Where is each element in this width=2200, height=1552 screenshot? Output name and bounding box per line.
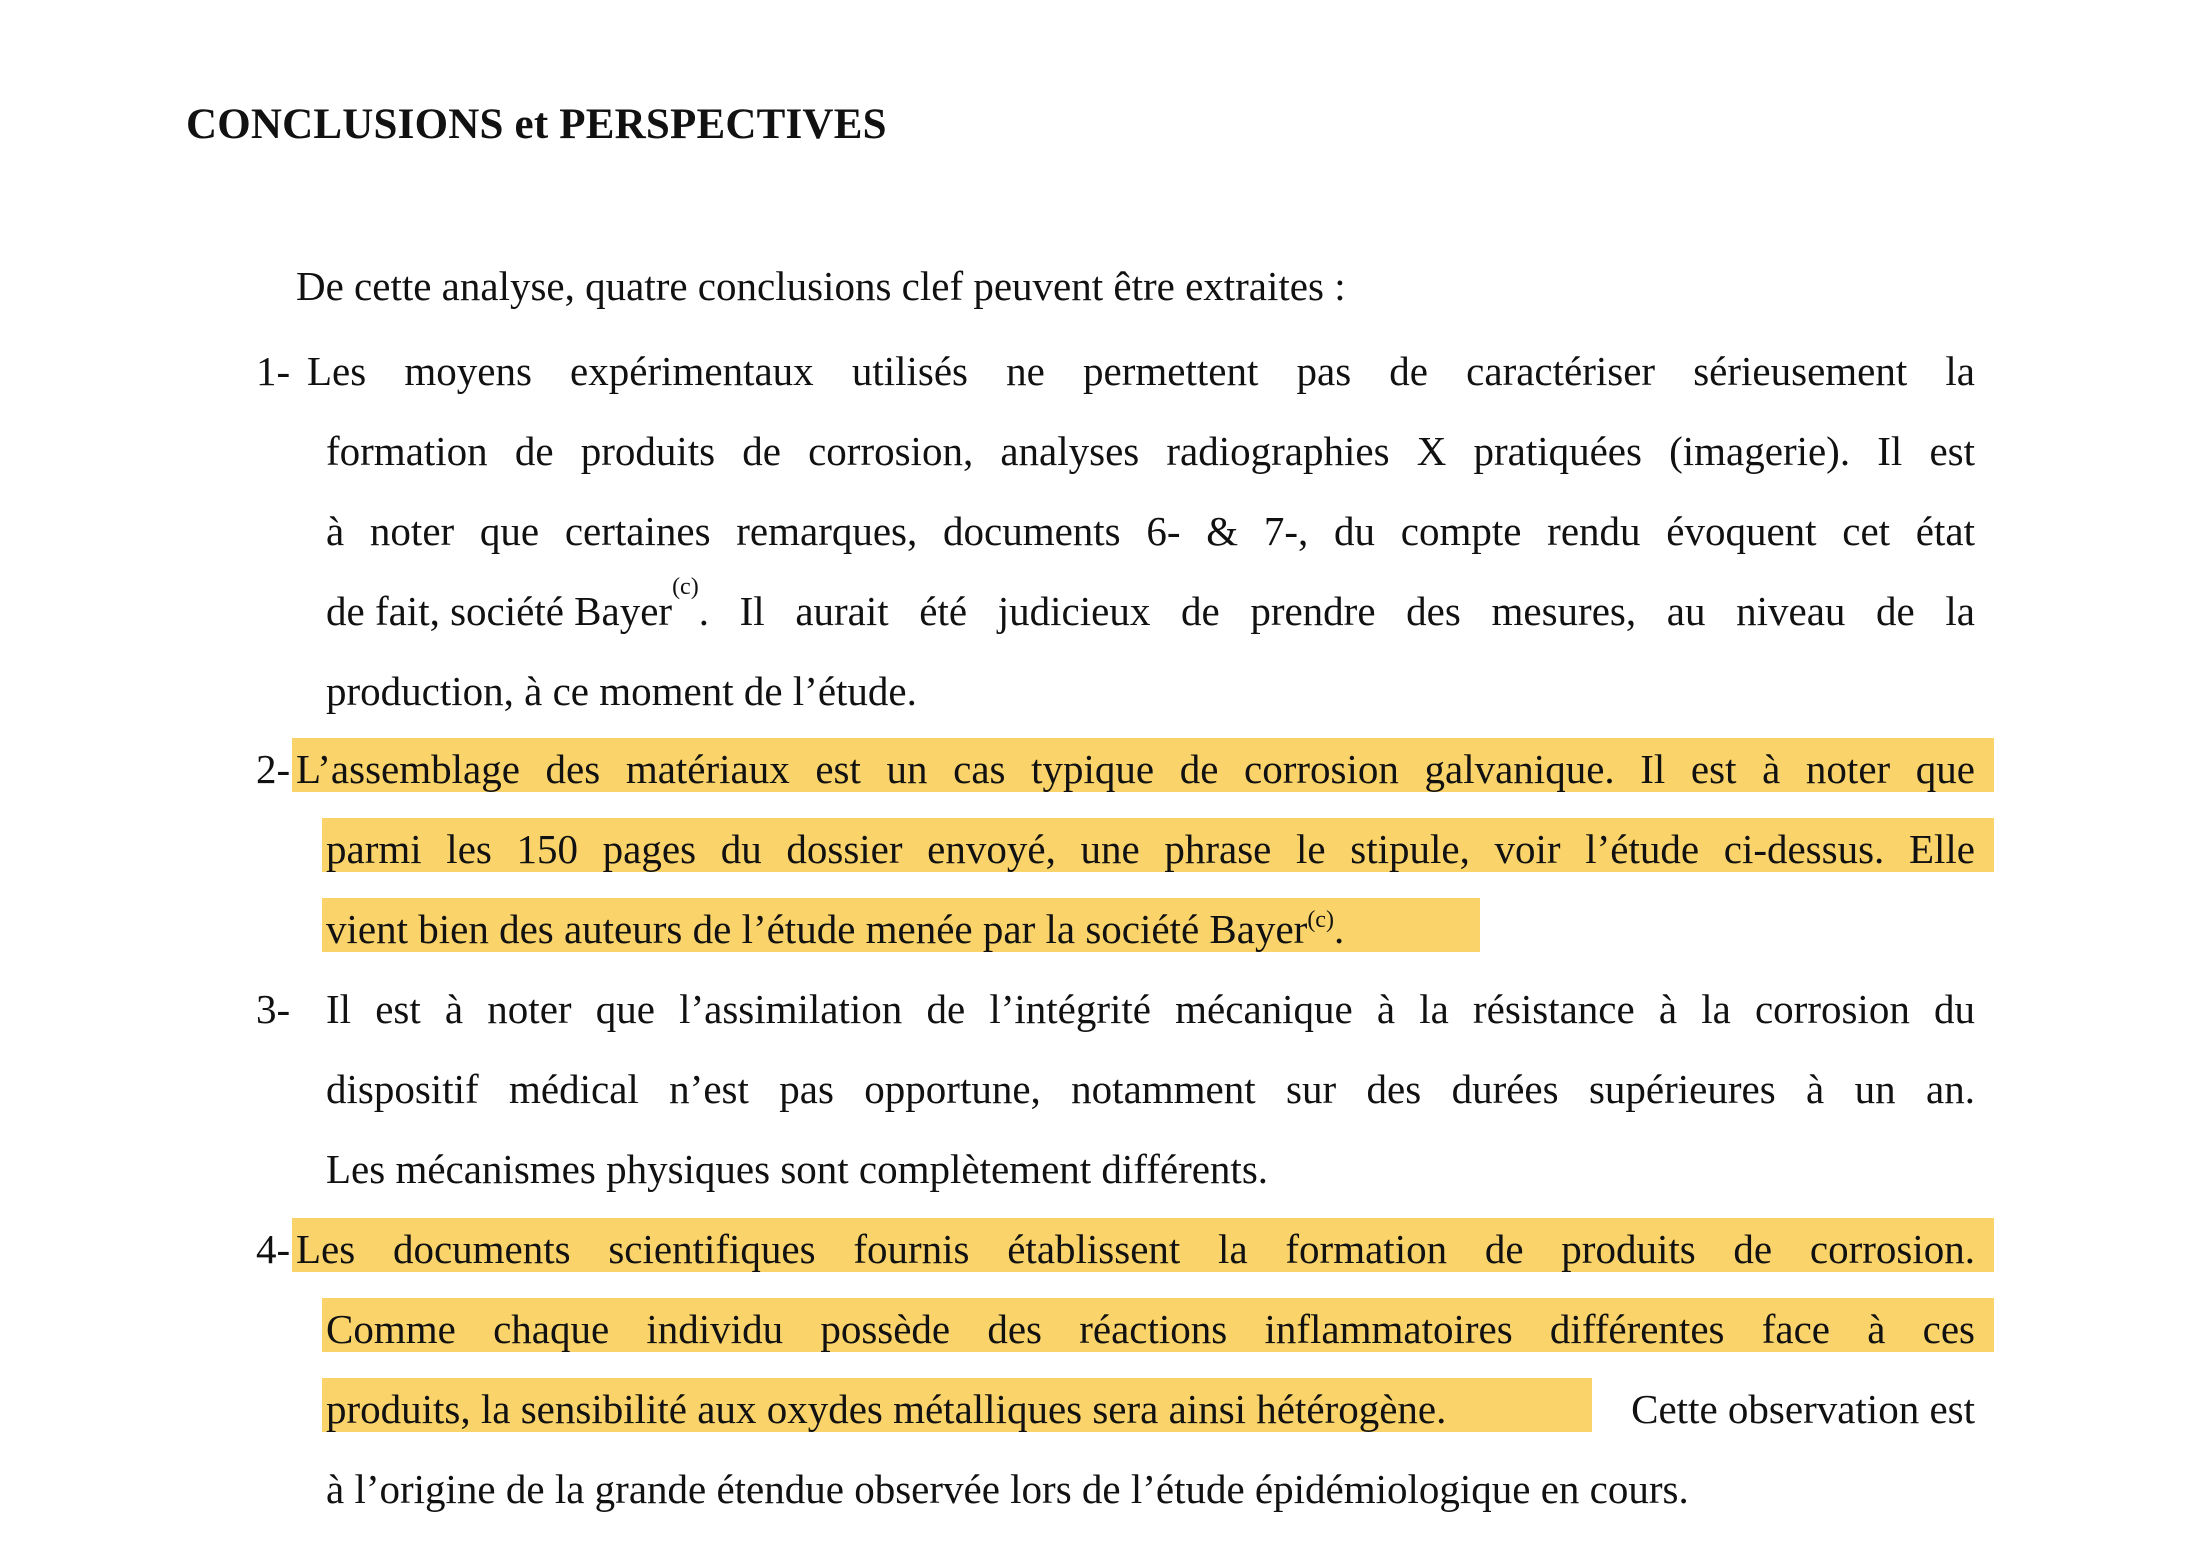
footnote-ref-c: (c) [1307, 907, 1334, 933]
item-2-line-3 [326, 905, 1344, 953]
item-2-line-3-end: . [1333, 906, 1345, 952]
item-number-3: 3- [256, 986, 291, 1032]
item-number-4: 4- [256, 1226, 291, 1272]
item-3-line-3: Les mécanismes physiques sont complètement différents. [326, 1146, 1269, 1192]
item-1-line-1: Les moyens expérimentaux utilisés ne permettent pas de caractériser sérieusement la [307, 348, 1975, 394]
item-1-line-3: à noter que certaines remarques, documents 6- & 7-, du compte rendu évoquent cet état [326, 508, 1975, 554]
item-1-line-4-start: de fait, société Bayer [326, 588, 673, 634]
intro-paragraph: De cette analyse, quatre conclusions clef peuvent être extraites : [296, 263, 1346, 309]
item-number-1: 1- [256, 348, 291, 394]
item-2-line-1: L’assemblage des matériaux est un cas typique de corrosion galvanique. Il est à noter que [296, 746, 1975, 792]
item-1-line-5: production, à ce moment de l’étude. [326, 668, 917, 714]
item-4-line-3-end: Cette observation est [1620, 1386, 1975, 1432]
item-number-2: 2- [256, 746, 291, 792]
item-4-line-3 [326, 1385, 1975, 1433]
item-3-line-2: dispositif médical n’est pas opportune, notamment sur des durées supérieures à un an. [326, 1066, 1975, 1112]
item-4-line-4: à l’origine de la grande étendue observée lors de l’étude épidémiologique en cours. [326, 1466, 1689, 1512]
item-1-line-2: formation de produits de corrosion, analyses radiographies X pratiquées (imagerie). Il est [326, 428, 1975, 474]
footnote-ref-c: (c) [672, 574, 699, 600]
section-title: CONCLUSIONS et PERSPECTIVES [186, 101, 887, 148]
item-1-line-4 [326, 574, 1975, 635]
item-4-line-2: Comme chaque individu possède des réactions inflammatoires différentes face à ces [326, 1306, 1975, 1352]
item-3-line-1: Il est à noter que l’assimilation de l’intégrité mécanique à la résistance à la corrosion du [326, 986, 1975, 1032]
item-1-line-4-end: . Il aurait été judicieux de prendre des mesures, au niveau de la [698, 588, 1975, 634]
item-2-line-3-text: vient bien des auteurs de l’étude menée par la société Bayer [326, 906, 1308, 952]
item-4-line-1: Les documents scientifiques fournis établissent la formation de produits de corrosion. [296, 1226, 1975, 1272]
item-2-line-2: parmi les 150 pages du dossier envoyé, une phrase le stipule, voir l’étude ci-dessus. Elle [326, 826, 1975, 872]
item-4-line-3-highlighted: produits, la sensibilité aux oxydes métalliques sera ainsi hétérogène. [326, 1386, 1447, 1432]
